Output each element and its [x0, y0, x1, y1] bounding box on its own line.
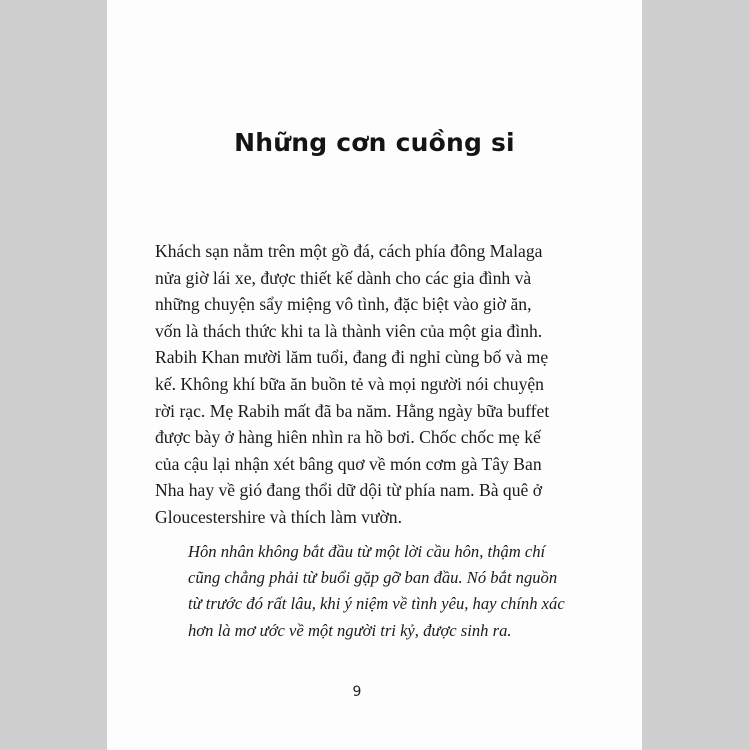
body-line: Nha hay về gió đang thổi dữ dội từ phía nam. Bà quê ở	[155, 480, 543, 501]
chapter-title: Những cơn cuồng si	[234, 128, 515, 157]
scan-border-left	[0, 0, 107, 750]
quote-line: cũng chẳng phải từ buổi gặp gỡ ban đầu. Nó bắt nguồn	[188, 568, 558, 588]
body-line: Khách sạn nằm trên một gồ đá, cách phía đông Malaga	[155, 241, 543, 261]
body-line: kế. Không khí bữa ăn buồn tẻ và mọi người nói chuyện	[155, 373, 544, 394]
quote-line: hơn là mơ ước về một người tri kỷ, được sinh ra.	[188, 620, 512, 640]
body-line: nửa giờ lái xe, được thiết kế dành cho các gia đình và	[155, 267, 532, 288]
body-line: Rabih Khan mười lăm tuổi, đang đi nghỉ cùng bố và mẹ	[155, 347, 549, 368]
body-paragraph	[155, 238, 615, 531]
body-line: của cậu lại nhận xét bâng quơ về món cơm gà Tây Ban	[155, 453, 542, 474]
body-line: những chuyện sẩy miệng vô tình, đặc biệt vào giờ ăn,	[155, 294, 532, 315]
scan-border-right	[642, 0, 750, 750]
body-line: rời rạc. Mẹ Rabih mất đã ba năm. Hằng ngày bữa buffet	[155, 400, 550, 421]
quote-line: Hôn nhân không bắt đầu từ một lời cầu hôn, thậm chí	[188, 542, 546, 561]
italic-quote	[188, 539, 628, 644]
body-line: Gloucestershire và thích làm vườn.	[155, 506, 402, 527]
body-line: được bày ở hàng hiên nhìn ra hồ bơi. Chốc chốc mẹ kế	[155, 427, 541, 448]
quote-line: từ trước đó rất lâu, khi ý niệm về tình yêu, hay chính xác	[188, 594, 565, 614]
page-number: 9	[352, 684, 362, 700]
body-line: vốn là thách thức khi ta là thành viên của một gia đình.	[155, 320, 543, 341]
book-page	[107, 0, 642, 750]
